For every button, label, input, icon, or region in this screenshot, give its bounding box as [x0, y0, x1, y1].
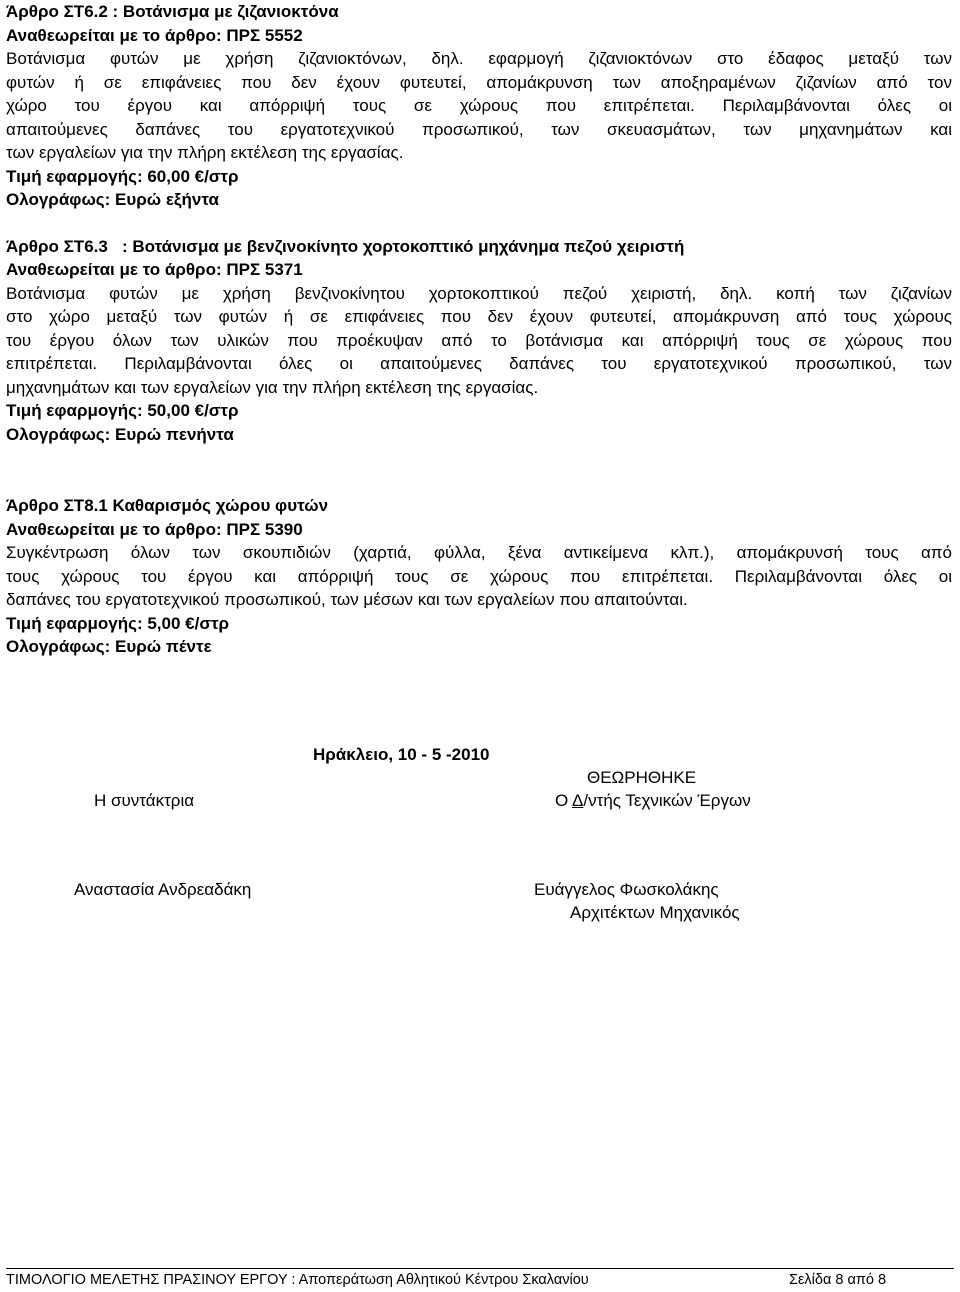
director-role	[555, 790, 751, 812]
article-title: : Βοτάνισμα με ζιζανιοκτόνα	[107, 2, 339, 21]
article-reference: Αναθεωρείται με το άρθρο: ΠΡΣ 5552	[6, 25, 303, 45]
article-st6-2	[6, 0, 952, 212]
body-line: Βοτάνισμα φυτών με χρήση βενζινοκίνητου χορτοκοπτικού πεζού χειριστή, δηλ. κοπή των ζιζανίων	[6, 283, 952, 303]
footer-document-title: ΤΙΜΟΛΟΓΙΟ ΜΕΛΕΤΗΣ ΠΡΑΣΙΝΟΥ ΕΡΓΟΥ : Αποπεράτωση Αθλητικού Κέντρου Σκαλανίου	[6, 1272, 589, 1288]
director-title: Αρχιτέκτων Μηχανικός	[570, 903, 740, 922]
body-line: απαιτούμενες δαπάνες του εργατοτεχνικού προσωπικού, των σκευασμάτων, των μηχανημάτων και	[6, 119, 952, 139]
price-in-words: Ολογράφως: Ευρώ πενήντα	[6, 424, 234, 444]
article-st8-1	[6, 494, 952, 659]
article-heading	[6, 235, 952, 259]
director-name: Ευάγγελος Φωσκολάκης	[534, 880, 719, 899]
body-line: στο χώρο μεταξύ των φυτών ή σε επιφάνειες που δεν έχουν φυτευτεί, απομάκρυνση από τους χώρους	[6, 307, 952, 326]
price-in-words: Ολογράφως: Ευρώ πέντε	[6, 637, 212, 656]
body-line: δαπάνες του εργατοτεχνικού προσωπικού, των μέσων και των εργαλείων που απαιτούνται.	[6, 590, 688, 609]
article-title: Καθαρισμός χώρου φυτών	[107, 496, 329, 515]
footer-page-number: Σελίδα 8 από 8	[789, 1272, 887, 1288]
spacer	[6, 212, 952, 235]
director-prefix: Ο	[555, 791, 573, 810]
body-line: των εργαλείων για την πλήρη εκτέλεση της εργασίας.	[6, 143, 404, 162]
article-title: : Βοτάνισμα με βενζινοκίνητο χορτοκοπτικό μηχάνημα πεζού χειριστή	[107, 236, 685, 256]
article-heading	[6, 0, 952, 24]
body-line: τους χώρους του έργου και απόρριψή τους σε χώρους που επιτρέπεται. Περιλαμβάνονται όλες οι	[6, 566, 952, 586]
author-name: Αναστασία Ανδρεαδάκη	[74, 880, 252, 899]
unit-price: Τιμή εφαρμογής: 60,00 €/στρ	[6, 166, 239, 186]
unit-price: Τιμή εφαρμογής: 50,00 €/στρ	[6, 401, 239, 420]
article-reference: Αναθεωρείται με το άρθρο: ΠΡΣ 5371	[6, 260, 303, 279]
body-line: φυτών ή σε επιφάνειες που δεν έχουν φυτευτεί, απομάκρυνση των αποξηραμένων ζιζανίων από τον	[6, 72, 952, 92]
article-st6-3	[6, 235, 952, 447]
body-line: Βοτάνισμα φυτών με χρήση ζιζανιοκτόνων, δηλ. εφαρμογή ζιζανιοκτόνων στο έδαφος μεταξύ των	[6, 49, 952, 68]
footer-divider	[6, 1268, 954, 1269]
spacer	[6, 446, 952, 494]
body-line: χώρο του έργου και απόρριψή τους σε χώρους που επιτρέπεται. Περιλαμβάνονται όλες οι	[6, 96, 952, 115]
director-abbrev: Δ	[572, 791, 584, 810]
body-line: Συγκέντρωση όλων των σκουπιδιών (χαρτιά, φύλλα, ξένα αντικείμενα κλπ.), απομάκρυνσή τους από	[6, 543, 952, 562]
author-role: Η συντάκτρια	[94, 791, 195, 810]
body-line: του έργου όλων των υλικών που προέκυψαν από το βοτάνισμα και απόρριψή τους σε χώρους που	[6, 330, 952, 350]
director-rest: /ντής Τεχνικών Έργων	[583, 791, 751, 810]
price-in-words: Ολογράφως: Ευρώ εξήντα	[6, 190, 219, 209]
article-number: Άρθρο ΣΤ6.2	[6, 2, 108, 21]
article-number: Άρθρο ΣΤ6.3	[6, 236, 108, 256]
approved-label: ΘΕΩΡΗΘΗΚΕ	[587, 768, 697, 787]
body-line: μηχανημάτων και των εργαλείων για την πλήρη εκτέλεση της εργασίας.	[6, 377, 539, 397]
document-page	[6, 0, 952, 659]
place-date: Ηράκλειο, 10 - 5 -2010	[313, 745, 490, 764]
article-number: Άρθρο ΣΤ8.1	[6, 496, 108, 515]
body-line: επιτρέπεται. Περιλαμβάνονται όλες οι απαιτούμενες δαπάνες του εργατοτεχνικού προσωπικού, των	[6, 354, 952, 373]
unit-price: Τιμή εφαρμογής: 5,00 €/στρ	[6, 613, 230, 633]
article-reference: Αναθεωρείται με το άρθρο: ΠΡΣ 5390	[6, 519, 303, 539]
article-heading	[6, 494, 952, 518]
